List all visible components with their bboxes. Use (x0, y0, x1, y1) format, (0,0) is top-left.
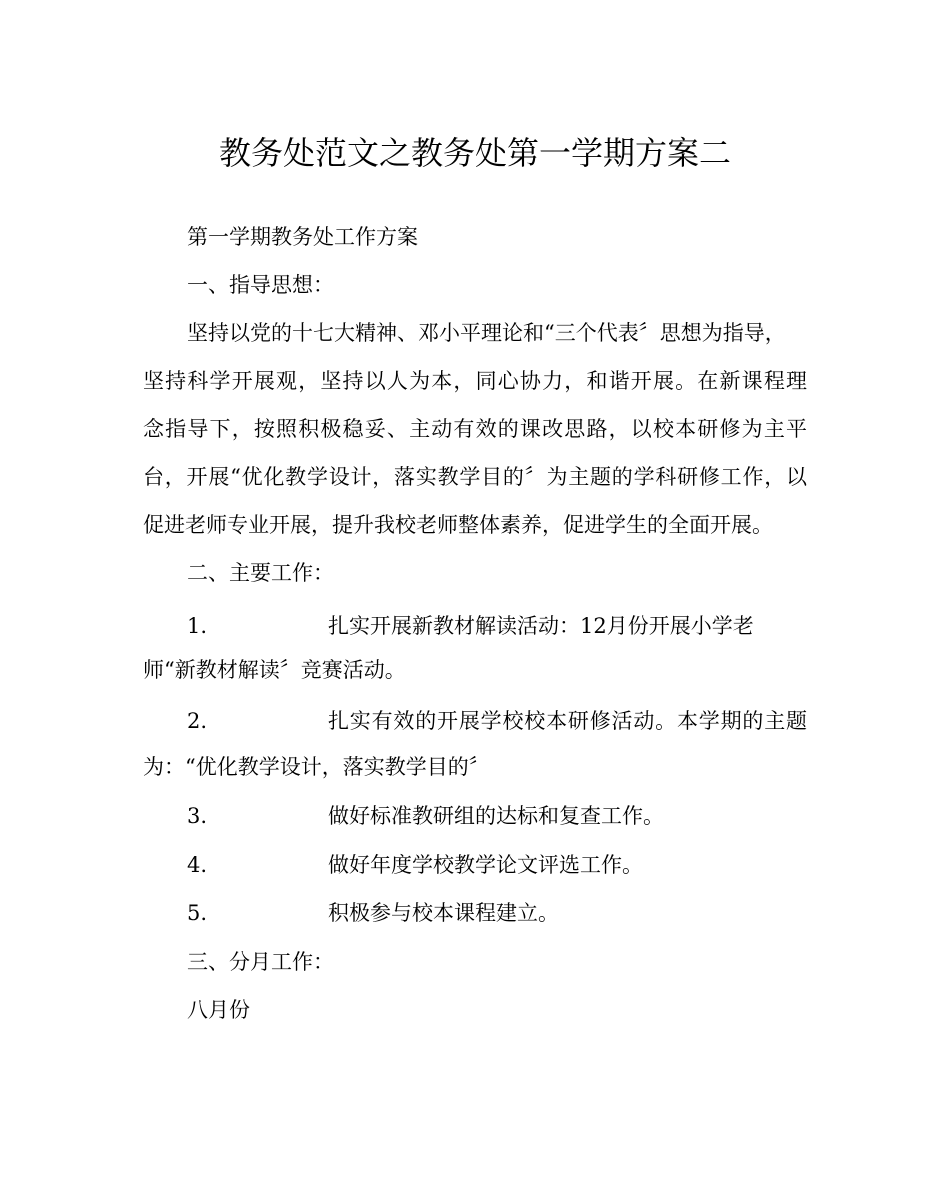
month-label: 八月份 (187, 998, 250, 1022)
plan-subtitle: 第一学期教务处工作方案 (187, 225, 418, 249)
paragraph-line: 坚持以党的十七大精神、邓小平理论和“三个代表〞思想为指导， (187, 321, 786, 345)
section-heading-main-work: 二、主要工作： (187, 561, 334, 585)
list-item-number: 3. (187, 804, 208, 828)
section-heading-monthly-work: 三、分月工作： (187, 950, 334, 974)
section-heading-guiding-ideology: 一、指导思想： (187, 273, 334, 297)
list-item-number: 5. (187, 901, 208, 925)
paragraph-line: 坚持科学开展观，坚持以人为本，同心协力，和谐开展。在新课程理 (143, 369, 807, 393)
list-item-text: 扎实有效的开展学校校本研修活动。本学期的主题 (328, 709, 807, 733)
list-item-number: 1. (187, 614, 208, 638)
list-item-text: 做好年度学校教学论文评选工作。 (328, 853, 643, 877)
list-item-text: 做好标准教研组的达标和复查工作。 (328, 804, 664, 828)
list-item-text: 扎实开展新教材解读活动：12月份开展小学老 (328, 614, 754, 638)
paragraph-line: 念指导下，按照积极稳妥、主动有效的课改思路，以校本研修为主平 (143, 417, 807, 441)
list-item-number: 4. (187, 853, 208, 877)
list-item-text: 积极参与校本课程建立。 (328, 901, 559, 925)
paragraph-line: 台，开展“优化教学设计，落实教学目的〞为主题的学科研修工作，以 (143, 465, 807, 489)
paragraph-line: 促进老师专业开展，提升我校老师整体素养，促进学生的全面开展。 (143, 513, 773, 537)
list-item-number: 2. (187, 709, 208, 733)
document-title: 教务处范文之教务处第一学期方案二 (218, 134, 731, 172)
list-item-continuation: 师“新教材解读〞竞赛活动。 (143, 658, 406, 682)
list-item-continuation: 为：“优化教学设计，落实教学目的〞 (143, 755, 490, 779)
